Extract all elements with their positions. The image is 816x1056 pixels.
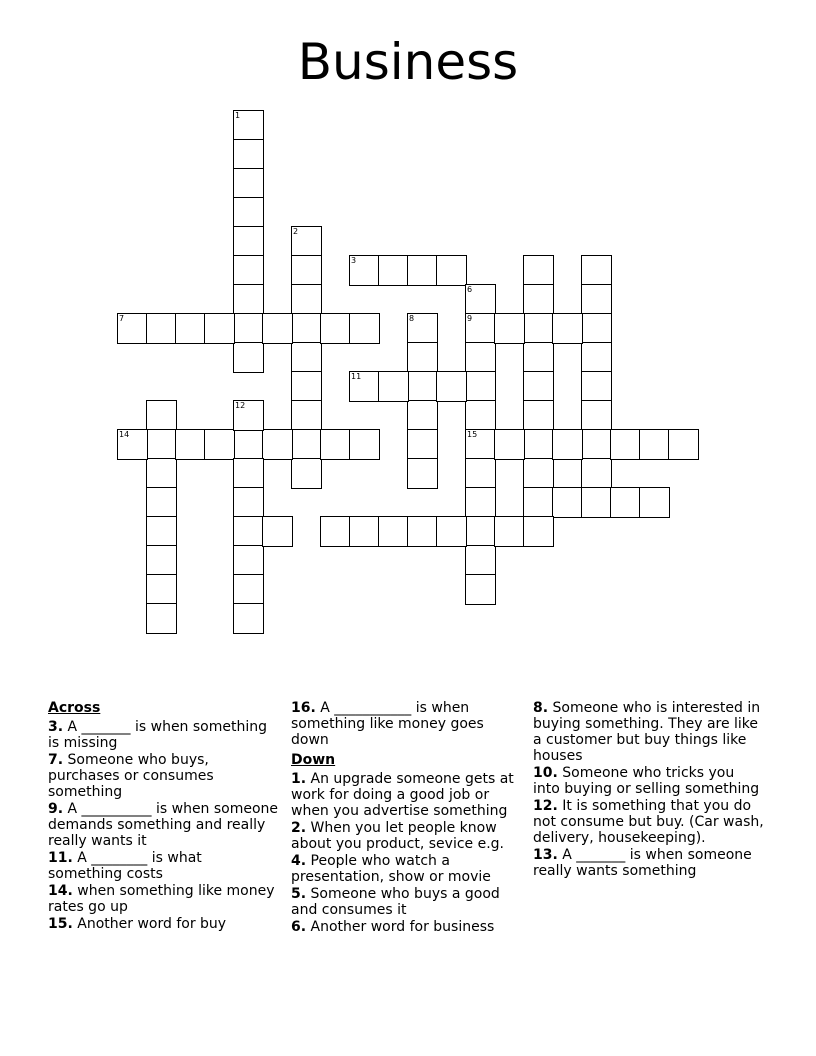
clue-item bbox=[291, 820, 523, 852]
grid-cell[interactable] bbox=[581, 284, 612, 315]
clue-number: 7. bbox=[48, 752, 64, 768]
grid-cell[interactable] bbox=[523, 255, 554, 286]
grid-cell[interactable] bbox=[146, 545, 177, 576]
grid-cell[interactable] bbox=[465, 574, 496, 605]
grid-cell[interactable] bbox=[552, 429, 583, 460]
grid-cell[interactable] bbox=[494, 516, 525, 547]
grid-cell[interactable] bbox=[639, 429, 670, 460]
grid-cell[interactable] bbox=[349, 255, 380, 286]
clue-number: 4. bbox=[291, 853, 307, 869]
clue-number: 12. bbox=[533, 798, 558, 814]
grid-cell[interactable] bbox=[262, 429, 293, 460]
clue-item bbox=[291, 771, 523, 819]
grid-cell[interactable] bbox=[146, 574, 177, 605]
grid-cell[interactable] bbox=[204, 313, 235, 344]
clue-item bbox=[291, 886, 523, 918]
grid-cell[interactable] bbox=[581, 487, 612, 518]
grid-cell[interactable] bbox=[407, 400, 438, 431]
grid-cell[interactable] bbox=[117, 313, 148, 344]
across-heading: Across bbox=[48, 700, 101, 716]
grid-cell[interactable] bbox=[465, 545, 496, 576]
clue-item bbox=[48, 752, 280, 800]
grid-cell[interactable] bbox=[349, 516, 380, 547]
grid-cell[interactable] bbox=[581, 342, 612, 373]
grid-cell[interactable] bbox=[320, 516, 351, 547]
clue-text: Someone who buys, purchases or consumes something bbox=[48, 752, 214, 800]
grid-cell[interactable] bbox=[552, 313, 583, 344]
grid-cell[interactable] bbox=[668, 429, 699, 460]
grid-cell[interactable] bbox=[175, 429, 206, 460]
grid-cell[interactable] bbox=[233, 603, 264, 634]
clue-text: An upgrade someone gets at work for doing a good job or when you advertise something bbox=[291, 771, 514, 819]
clue-number: 3. bbox=[48, 719, 64, 735]
grid-cell[interactable] bbox=[523, 284, 554, 315]
grid-cell[interactable] bbox=[349, 371, 380, 402]
grid-cell[interactable] bbox=[581, 400, 612, 431]
clue-text: A ________ is what something costs bbox=[48, 850, 202, 882]
clue-number-label: 3 bbox=[351, 256, 357, 265]
clue-number: 15. bbox=[48, 916, 73, 932]
grid-cell[interactable] bbox=[349, 429, 380, 460]
grid-cell[interactable] bbox=[465, 400, 496, 431]
clue-number-label: 12 bbox=[235, 401, 246, 410]
grid-cell[interactable] bbox=[146, 603, 177, 634]
grid-cell[interactable] bbox=[291, 371, 322, 402]
grid-cell[interactable] bbox=[581, 255, 612, 286]
grid-cell[interactable] bbox=[175, 313, 206, 344]
clue-number-label: 7 bbox=[119, 314, 125, 323]
clue-number: 1. bbox=[291, 771, 307, 787]
grid-cell[interactable] bbox=[146, 487, 177, 518]
clue-number: 5. bbox=[291, 886, 307, 902]
clue-item bbox=[533, 847, 765, 879]
grid-cell[interactable] bbox=[610, 429, 641, 460]
grid-cell[interactable] bbox=[291, 255, 322, 286]
grid-cell[interactable] bbox=[523, 458, 554, 489]
grid-cell[interactable] bbox=[465, 342, 496, 373]
grid-cell[interactable] bbox=[465, 458, 496, 489]
grid-cell[interactable] bbox=[320, 429, 351, 460]
grid-cell[interactable] bbox=[436, 255, 467, 286]
grid-cell[interactable] bbox=[436, 516, 467, 547]
grid-cell[interactable] bbox=[523, 487, 554, 518]
clue-text: Another word for business bbox=[306, 919, 495, 935]
clue-item bbox=[48, 850, 280, 882]
grid-cell[interactable] bbox=[581, 371, 612, 402]
clue-number: 16. bbox=[291, 700, 316, 716]
grid-cell[interactable] bbox=[117, 429, 148, 460]
grid-cell[interactable] bbox=[291, 226, 322, 257]
grid-cell[interactable] bbox=[581, 313, 612, 344]
clue-item bbox=[48, 719, 280, 751]
clue-item bbox=[533, 798, 765, 846]
clue-text: A __________ is when someone demands something and really really wants it bbox=[48, 801, 279, 849]
grid-cell[interactable] bbox=[146, 429, 177, 460]
grid-cell[interactable] bbox=[581, 429, 612, 460]
grid-cell[interactable] bbox=[233, 197, 264, 228]
clue-text: when something like money rates go up bbox=[48, 883, 275, 915]
grid-cell[interactable] bbox=[407, 255, 438, 286]
clue-item bbox=[291, 853, 523, 885]
clue-text: A _______ is when someone really wants something bbox=[533, 847, 752, 879]
grid-cell[interactable] bbox=[465, 371, 496, 402]
grid-cell[interactable] bbox=[581, 458, 612, 489]
clue-number-label: 11 bbox=[351, 372, 362, 381]
grid-cell[interactable] bbox=[233, 226, 264, 257]
clue-text: Another word for buy bbox=[72, 916, 227, 932]
grid-cell[interactable] bbox=[291, 429, 322, 460]
grid-cell[interactable] bbox=[407, 429, 438, 460]
grid-cell[interactable] bbox=[436, 371, 467, 402]
grid-cell[interactable] bbox=[407, 313, 438, 344]
clue-item bbox=[48, 883, 280, 915]
clue-number-label: 2 bbox=[293, 227, 299, 236]
clue-text: Someone who is interested in buying something. They are like a customer but buy things like houses bbox=[533, 700, 761, 764]
grid-cell[interactable] bbox=[523, 313, 554, 344]
grid-cell[interactable] bbox=[494, 313, 525, 344]
grid-cell[interactable] bbox=[552, 487, 583, 518]
clue-number: 2. bbox=[291, 820, 307, 836]
grid-cell[interactable] bbox=[465, 429, 496, 460]
grid-cell[interactable] bbox=[407, 342, 438, 373]
clue-number: 13. bbox=[533, 847, 558, 863]
clue-number-label: 9 bbox=[467, 314, 473, 323]
clue-number: 9. bbox=[48, 801, 64, 817]
grid-cell[interactable] bbox=[204, 429, 235, 460]
grid-cell[interactable] bbox=[291, 313, 322, 344]
grid-cell[interactable] bbox=[523, 371, 554, 402]
grid-cell[interactable] bbox=[523, 429, 554, 460]
clue-number-label: 14 bbox=[119, 430, 130, 439]
grid-cell[interactable] bbox=[407, 371, 438, 402]
grid-cell[interactable] bbox=[523, 516, 554, 547]
grid-cell[interactable] bbox=[233, 400, 264, 431]
clue-text: A ___________ is when something like money goes down bbox=[291, 700, 484, 748]
grid-cell[interactable] bbox=[233, 110, 264, 141]
clue-column-2 bbox=[291, 700, 523, 936]
clue-text: People who watch a presentation, show or movie bbox=[291, 853, 491, 885]
clue-number: 8. bbox=[533, 700, 549, 716]
grid-cell[interactable] bbox=[320, 313, 351, 344]
grid-cell[interactable] bbox=[146, 400, 177, 431]
clue-text: Someone who buys a good and consumes it bbox=[291, 886, 500, 918]
grid-cell[interactable] bbox=[233, 342, 264, 373]
clue-item bbox=[48, 916, 280, 932]
clue-text: Someone who tricks you into buying or selling something bbox=[533, 765, 760, 797]
clue-number-label: 15 bbox=[467, 430, 478, 439]
grid-cell[interactable] bbox=[349, 313, 380, 344]
grid-cell[interactable] bbox=[523, 342, 554, 373]
grid-cell[interactable] bbox=[291, 400, 322, 431]
grid-cell[interactable] bbox=[233, 255, 264, 286]
clue-number: 11. bbox=[48, 850, 73, 866]
grid-cell[interactable] bbox=[233, 487, 264, 518]
clue-column-3 bbox=[533, 700, 765, 880]
grid-cell[interactable] bbox=[233, 574, 264, 605]
clue-number: 10. bbox=[533, 765, 558, 781]
grid-cell[interactable] bbox=[378, 516, 409, 547]
clue-text: It is something that you do not consume but buy. (Car wash, delivery, housekeeping). bbox=[533, 798, 764, 846]
clue-item bbox=[533, 700, 765, 764]
grid-cell[interactable] bbox=[465, 516, 496, 547]
grid-cell[interactable] bbox=[407, 458, 438, 489]
grid-cell[interactable] bbox=[233, 139, 264, 170]
grid-cell[interactable] bbox=[262, 516, 293, 547]
grid-cell[interactable] bbox=[465, 284, 496, 315]
grid-cell[interactable] bbox=[291, 458, 322, 489]
grid-cell[interactable] bbox=[262, 313, 293, 344]
grid-cell[interactable] bbox=[465, 313, 496, 344]
clue-number: 6. bbox=[291, 919, 307, 935]
clue-text: A _______ is when something is missing bbox=[48, 719, 268, 751]
grid-cell[interactable] bbox=[233, 516, 264, 547]
grid-cell[interactable] bbox=[523, 400, 554, 431]
clue-number-label: 8 bbox=[409, 314, 415, 323]
clue-item bbox=[291, 919, 523, 935]
grid-cell[interactable] bbox=[494, 429, 525, 460]
grid-cell[interactable] bbox=[610, 487, 641, 518]
clue-number-label: 1 bbox=[235, 111, 241, 120]
grid-cell[interactable] bbox=[291, 284, 322, 315]
clue-item bbox=[291, 700, 523, 748]
grid-cell[interactable] bbox=[407, 516, 438, 547]
clue-column-1 bbox=[48, 700, 280, 933]
clue-text: When you let people know about you product, sevice e.g. bbox=[291, 820, 505, 852]
clue-item bbox=[48, 801, 280, 849]
down-heading: Down bbox=[291, 752, 336, 768]
grid-cell[interactable] bbox=[146, 458, 177, 489]
clue-number-label: 6 bbox=[467, 285, 473, 294]
grid-cell[interactable] bbox=[291, 342, 322, 373]
grid-cell[interactable] bbox=[639, 487, 670, 518]
clue-item bbox=[533, 765, 765, 797]
puzzle-title: Business bbox=[297, 33, 519, 91]
grid-cell[interactable] bbox=[233, 313, 264, 344]
grid-cell[interactable] bbox=[378, 255, 409, 286]
grid-cell[interactable] bbox=[233, 284, 264, 315]
grid-cell[interactable] bbox=[146, 516, 177, 547]
grid-cell[interactable] bbox=[233, 168, 264, 199]
grid-cell[interactable] bbox=[233, 458, 264, 489]
clue-number: 14. bbox=[48, 883, 73, 899]
grid-cell[interactable] bbox=[465, 487, 496, 518]
grid-cell[interactable] bbox=[146, 313, 177, 344]
grid-cell[interactable] bbox=[378, 371, 409, 402]
grid-cell[interactable] bbox=[233, 545, 264, 576]
